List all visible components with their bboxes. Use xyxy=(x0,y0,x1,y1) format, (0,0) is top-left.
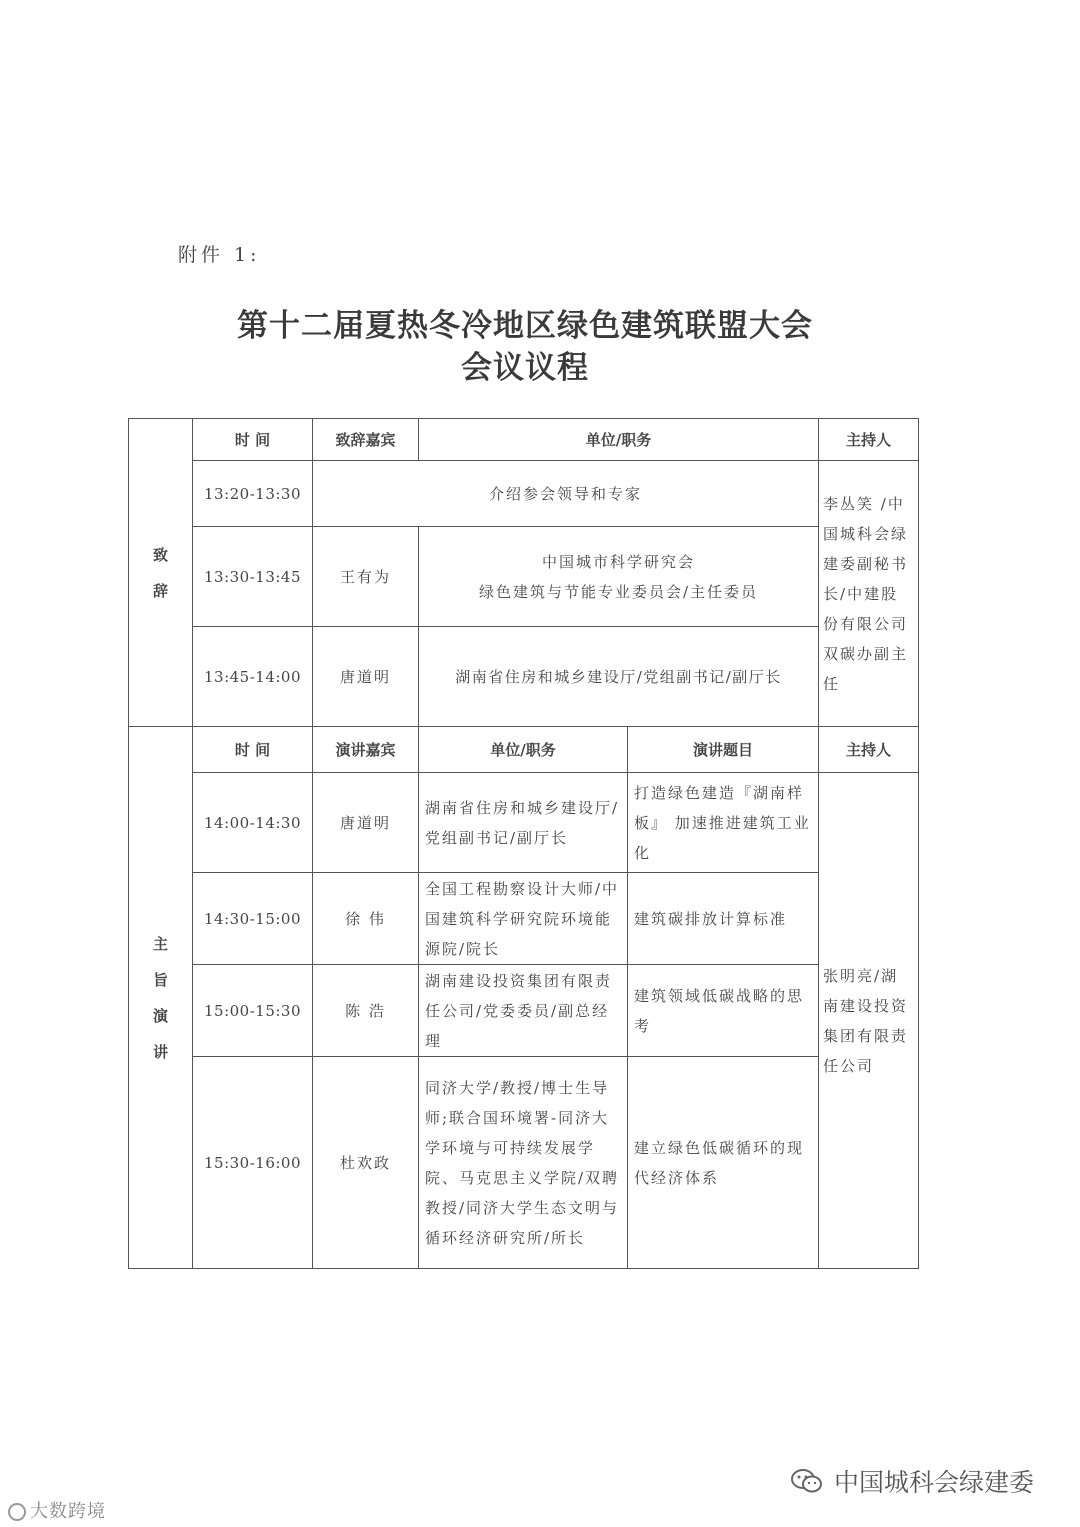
watermark-right xyxy=(790,1463,1034,1499)
section2-host: 张明亮/湖南建设投资集团有限责任公司 xyxy=(819,773,919,1269)
row-guest: 唐道明 xyxy=(313,773,419,873)
row-time: 15:30-16:00 xyxy=(193,1057,313,1269)
watermark-left xyxy=(8,1497,106,1523)
row-org-line1: 中国城市科学研究会 xyxy=(542,552,696,571)
table-row xyxy=(129,527,919,627)
document-subtitle: 会议议程 xyxy=(461,350,589,386)
row-guest: 杜欢政 xyxy=(313,1057,419,1269)
brand-circle-icon xyxy=(8,1503,26,1521)
row-time: 13:45-14:00 xyxy=(193,627,313,727)
row-topic: 建筑碳排放计算标准 xyxy=(628,873,819,965)
row-org: 湖南建设投资集团有限责任公司/党委委员/副总经理 xyxy=(419,965,628,1057)
row-org: 湖南省住房和城乡建设厅/党组副书记/副厅长 xyxy=(419,773,628,873)
header-time: 时 间 xyxy=(193,727,313,773)
table-row xyxy=(129,1057,919,1269)
row-time: 13:20-13:30 xyxy=(193,461,313,527)
row-time: 14:00-14:30 xyxy=(193,773,313,873)
row-org xyxy=(419,527,819,627)
row-time: 15:00-15:30 xyxy=(193,965,313,1057)
header-host: 主持人 xyxy=(819,419,919,461)
row-topic: 打造绿色建造『湖南样板』 加速推进建筑工业化 xyxy=(628,773,819,873)
row-org-line2: 绿色建筑与节能专业委员会/主任委员 xyxy=(478,582,759,601)
table-row xyxy=(129,627,919,727)
row-content: 介绍参会领导和专家 xyxy=(313,461,819,527)
table-row xyxy=(129,965,919,1057)
row-time: 14:30-15:00 xyxy=(193,873,313,965)
header-time: 时 间 xyxy=(193,419,313,461)
section2-label: 主 旨 演 讲 xyxy=(129,727,193,1269)
attachment-label: 附件 1: xyxy=(178,244,261,266)
section2-header-row xyxy=(129,727,919,773)
row-guest: 徐 伟 xyxy=(313,873,419,965)
row-guest: 唐道明 xyxy=(313,627,419,727)
table-row xyxy=(129,461,919,527)
table-row xyxy=(129,773,919,873)
section1-label: 致 辞 xyxy=(129,419,193,727)
table-row xyxy=(129,873,919,965)
row-guest: 陈 浩 xyxy=(313,965,419,1057)
wechat-icon xyxy=(790,1468,824,1494)
row-guest: 王有为 xyxy=(313,527,419,627)
row-org: 湖南省住房和城乡建设厅/党组副书记/副厅长 xyxy=(419,627,819,727)
row-org: 同济大学/教授/博士生导师;联合国环境署-同济大学环境与可持续发展学院、马克思主义学院/双聘教授/同济大学生态文明与循环经济研究所/所长 xyxy=(419,1057,628,1269)
row-org: 全国工程勘察设计大师/中国建筑科学研究院环境能源院/院长 xyxy=(419,873,628,965)
row-topic: 建立绿色低碳循环的现代经济体系 xyxy=(628,1057,819,1269)
watermark-left-text: 大数跨境 xyxy=(30,1501,106,1522)
document-title: 第十二届夏热冬冷地区绿色建筑联盟大会 xyxy=(237,308,813,344)
header-guest: 致辞嘉宾 xyxy=(313,419,419,461)
header-host: 主持人 xyxy=(819,727,919,773)
row-topic: 建筑领域低碳战略的思考 xyxy=(628,965,819,1057)
agenda-table xyxy=(128,418,919,1269)
row-time: 13:30-13:45 xyxy=(193,527,313,627)
header-guest: 演讲嘉宾 xyxy=(313,727,419,773)
header-topic: 演讲题目 xyxy=(628,727,819,773)
header-org: 单位/职务 xyxy=(419,419,819,461)
section1-host: 李丛笑 /中国城科会绿建委副秘书长/中建股份有限公司双碳办副主任 xyxy=(819,461,919,727)
watermark-right-text: 中国城科会绿建委 xyxy=(834,1468,1035,1497)
header-org: 单位/职务 xyxy=(419,727,628,773)
section1-header-row xyxy=(129,419,919,461)
